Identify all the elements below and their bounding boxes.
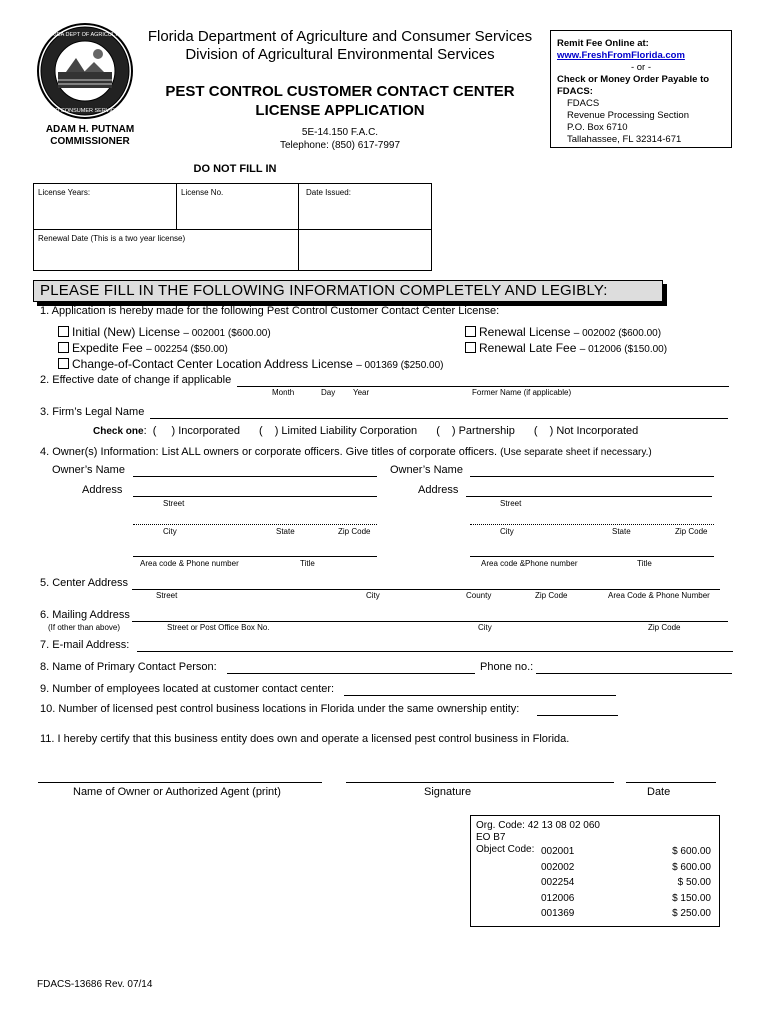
mailing-address-field[interactable]: [132, 621, 728, 622]
form-subtitle: LICENSE APPLICATION: [255, 102, 425, 119]
late-checkbox[interactable]: [465, 342, 476, 353]
form-title: PEST CONTROL CUSTOMER CONTACT CENTER: [165, 83, 515, 100]
department-seal: [36, 22, 134, 120]
employees-field[interactable]: [344, 695, 616, 696]
agency-name: Florida Department of Agriculture and Consumer Services: [147, 28, 533, 45]
instructions-banner: PLEASE FILL IN THE FOLLOWING INFORMATION COMPLETELY AND LEGIBLY:: [33, 280, 663, 302]
codes-box: [470, 815, 720, 927]
q4-label: 4. Owner(s) Information: List ALL owners or corporate officers. Give titles of corporate officers.: [40, 446, 498, 458]
svg-text:AND CONSUMER SERVICES: AND CONSUMER SERVICES: [47, 108, 123, 114]
telephone: Telephone: (850) 617-7997: [279, 140, 401, 151]
owner2-name-field[interactable]: [470, 476, 714, 477]
q8-label: 8. Name of Primary Contact Person:: [40, 661, 217, 673]
locations-field[interactable]: [537, 715, 618, 716]
opt-not-incorporated[interactable]: ) Not Incorporated: [549, 425, 639, 437]
q1-label: 1. Application is hereby made for the following Pest Control Customer Contact Center License:: [40, 305, 500, 317]
code-row: 002001 $ 600.00: [541, 846, 711, 857]
option-initial[interactable]: Initial (New) License – 002001 ($600.00): [58, 325, 443, 341]
opt-llc[interactable]: ) Limited Liability Corporation: [274, 425, 418, 437]
option-change[interactable]: Change-of-Contact Center Location Address License – 001369 ($250.00): [58, 357, 443, 373]
form-number: FDACS-13686 Rev. 07/14: [37, 979, 153, 990]
opt-incorporated[interactable]: ) Incorporated: [171, 425, 240, 437]
remit-or: - or -: [630, 62, 652, 73]
check-label: Check or Money Order Payable to FDACS:: [557, 74, 710, 97]
signature-label: Signature: [424, 786, 472, 798]
eo-code: EO B7: [476, 832, 506, 843]
commissioner-title: COMMISSIONER: [50, 136, 130, 147]
option-renewal[interactable]: Renewal License – 002002 ($600.00): [465, 325, 667, 341]
q10-label: 10. Number of licensed pest control business locations in Florida under the same ownership entity:: [40, 703, 520, 715]
org-code: Org. Code: 42 13 08 02 060: [476, 820, 600, 831]
expedite-checkbox[interactable]: [58, 342, 69, 353]
renewal-checkbox[interactable]: [465, 326, 476, 337]
division-name: Division of Agricultural Environmental Services: [185, 46, 495, 63]
initial-checkbox[interactable]: [58, 326, 69, 337]
option-late[interactable]: Renewal Late Fee – 012006 ($150.00): [465, 341, 667, 357]
owner1-street-field[interactable]: [133, 496, 377, 497]
owner1-city-field[interactable]: [133, 524, 377, 525]
svg-text:FLORIDA DEPT OF AGRICULTURE: FLORIDA DEPT OF AGRICULTURE: [40, 32, 130, 38]
q9-label: 9. Number of employees located at customer contact center:: [40, 683, 335, 695]
q4-note: (Use separate sheet if necessary.): [500, 447, 652, 458]
change-checkbox[interactable]: [58, 358, 69, 369]
remit-addr2: Revenue Processing Section: [567, 110, 689, 121]
code-row: 012006 $ 150.00: [541, 892, 711, 904]
owner2-street-field[interactable]: [466, 496, 712, 497]
email-field[interactable]: [137, 651, 733, 652]
remit-url[interactable]: www.FreshFromFlorida.com: [557, 50, 685, 61]
q5-label: 5. Center Address: [40, 577, 129, 589]
office-use-table: [33, 183, 432, 271]
remit-box: [550, 30, 732, 148]
contact-person-field[interactable]: [227, 673, 475, 674]
remit-addr1: FDACS: [567, 98, 600, 109]
effective-date-field[interactable]: [237, 386, 729, 387]
owner1-phone-field[interactable]: [133, 556, 377, 557]
q7-label: 7. E-mail Address:: [40, 639, 130, 651]
commissioner-name: ADAM H. PUTNAM: [45, 124, 135, 135]
option-expedite[interactable]: Expedite Fee – 002254 ($50.00): [58, 341, 443, 357]
owner2-city-field[interactable]: [470, 524, 714, 525]
renewal-date-field[interactable]: Renewal Date (This is a two year license): [38, 234, 186, 243]
code-row: 002002 $ 600.00: [541, 861, 711, 873]
date-issued-field[interactable]: Date Issued:: [306, 188, 351, 197]
remit-addr4: Tallahassee, FL 32314-671: [567, 134, 682, 145]
opt-partnership[interactable]: ) Partnership: [451, 425, 515, 437]
q3-label: 3. Firm’s Legal Name: [40, 406, 145, 418]
q11-label: 11. I hereby certify that this business entity does own and operate a licensed pest control business in Florida.: [40, 733, 570, 745]
rule-citation: 5E-14.150 F.A.C.: [301, 127, 379, 138]
check-one-label: Check one: [93, 426, 144, 437]
q6-label: 6. Mailing Address: [40, 609, 130, 621]
remit-addr3: P.O. Box 6710: [567, 122, 628, 133]
legal-name-field[interactable]: [150, 418, 728, 419]
contact-phone-field[interactable]: [536, 673, 732, 674]
office-use-title: DO NOT FILL IN: [193, 163, 277, 175]
signature-field[interactable]: [346, 782, 614, 783]
code-row: 001369 $ 250.00: [541, 908, 711, 919]
date-label: Date: [647, 786, 671, 798]
print-name-label: Name of Owner or Authorized Agent (print): [73, 786, 281, 798]
object-code-label: Object Code:: [476, 844, 535, 855]
date-field[interactable]: [626, 782, 716, 783]
code-row: 002254 $ 50.00: [541, 877, 711, 888]
q2-label: 2. Effective date of change if applicable: [40, 374, 232, 386]
remit-label: Remit Fee Online at:: [557, 38, 649, 49]
owner1-name-field[interactable]: [133, 476, 377, 477]
owner2-phone-field[interactable]: [470, 556, 714, 557]
license-years-field[interactable]: License Years:: [38, 188, 91, 197]
center-address-field[interactable]: [132, 589, 720, 590]
print-name-field[interactable]: [38, 782, 322, 783]
license-no-field[interactable]: License No.: [181, 188, 224, 197]
